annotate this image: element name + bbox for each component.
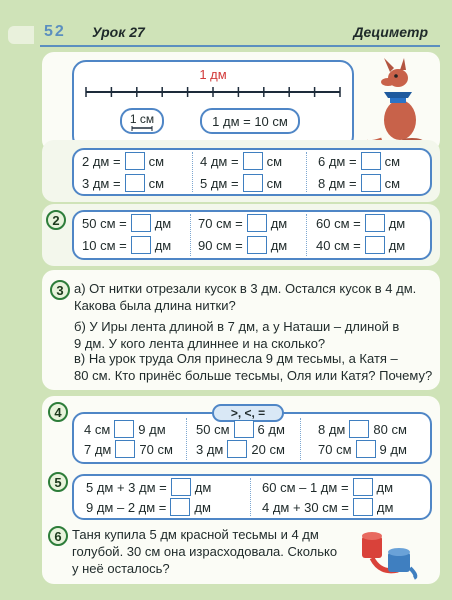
exercise-text: 4 дм = — [200, 153, 239, 169]
task2-sep — [306, 214, 307, 256]
task1-sep — [192, 152, 193, 192]
answer-box[interactable] — [243, 174, 263, 192]
exercise-text: см — [148, 175, 165, 191]
exercise-text: 70 см = — [198, 215, 243, 231]
answer-box[interactable] — [349, 420, 369, 438]
equation-pill — [200, 108, 300, 134]
task2-sep — [190, 214, 191, 256]
exercise-text: 6 дм — [257, 421, 285, 437]
exercise-cell — [82, 214, 171, 232]
exercise-cell — [316, 236, 405, 254]
answer-box[interactable] — [365, 214, 385, 232]
answer-box[interactable] — [125, 174, 145, 192]
exercise-text: дм — [154, 237, 172, 253]
exercise-text: 10 см = — [82, 237, 127, 253]
exercise-text: дм — [388, 237, 406, 253]
answer-box[interactable] — [247, 236, 267, 254]
exercise-text: дм — [388, 215, 406, 231]
exercise-cell — [262, 498, 393, 516]
exercise-text: 90 см = — [198, 237, 243, 253]
exercise-cell — [86, 478, 211, 496]
task5-number: 5 — [48, 472, 68, 492]
answer-box[interactable] — [247, 214, 267, 232]
exercise-text: 50 см = — [82, 215, 127, 231]
exercise-text: 7 дм — [84, 441, 112, 457]
task6-line: у неё осталось? — [72, 561, 170, 576]
task3-b — [74, 318, 399, 352]
answer-box[interactable] — [171, 478, 191, 496]
exercise-cell — [318, 174, 400, 192]
compare-signs-badge: >, <, = — [212, 404, 284, 422]
cm-bar — [131, 126, 153, 131]
answer-box[interactable] — [131, 236, 151, 254]
exercise-text: 8 дм = — [318, 175, 357, 191]
exercise-cell — [318, 420, 407, 438]
task4-number: 4 — [48, 402, 68, 422]
exercise-text: 3 дм = — [82, 175, 121, 191]
task3-a-line: а) От нитки отрезали кусок в 3 дм. Остался кусок в 4 дм. — [74, 281, 417, 296]
exercise-text: см — [266, 153, 283, 169]
exercise-text: дм — [376, 499, 394, 515]
answer-box[interactable] — [170, 498, 190, 516]
exercise-text: 9 дм — [138, 421, 166, 437]
exercise-text: дм — [194, 479, 212, 495]
exercise-text: 8 дм — [318, 421, 346, 437]
task4-sep — [300, 418, 301, 460]
exercise-cell — [200, 152, 282, 170]
exercise-cell — [84, 420, 166, 438]
exercise-text: 9 дм — [379, 441, 407, 457]
exercise-cell — [82, 174, 164, 192]
exercise-text: 9 дм – 2 дм = — [86, 499, 167, 515]
task6-line: Таня купила 5 дм красной тесьмы и 4 дм — [72, 527, 319, 542]
exercise-text: 60 см – 1 дм = — [262, 479, 349, 495]
task3-c-line: в) На урок труда Оля принесла 9 дм тесьмы, а Катя – — [74, 351, 398, 366]
exercise-text: 3 дм — [196, 441, 224, 457]
exercise-cell — [82, 236, 171, 254]
exercise-text: 50 см — [196, 421, 230, 437]
task6-number: 6 — [48, 526, 68, 546]
answer-box[interactable] — [361, 174, 381, 192]
exercise-text: дм — [154, 215, 172, 231]
exercise-text: см — [266, 175, 283, 191]
exercise-text: дм — [270, 237, 288, 253]
exercise-text: см — [148, 153, 165, 169]
task4-sep — [186, 418, 187, 460]
exercise-text: 70 см — [318, 441, 352, 457]
exercise-cell — [316, 214, 405, 232]
task5-sep — [250, 478, 251, 516]
exercise-text: 2 дм = — [82, 153, 121, 169]
exercise-text: 70 см — [139, 441, 173, 457]
ruler-label: 1 дм — [199, 67, 227, 82]
exercise-text: 20 см — [251, 441, 285, 457]
exercise-cell — [196, 440, 285, 458]
exercise-text: 5 дм = — [200, 175, 239, 191]
equation-text: 1 дм = 10 см — [212, 113, 288, 129]
header-rule — [40, 45, 440, 47]
page-tab — [8, 26, 34, 44]
exercise-text: дм — [376, 479, 394, 495]
page-header — [0, 20, 452, 46]
task3-number: 3 — [50, 280, 70, 300]
task1-sep — [306, 152, 307, 192]
lesson-title: Урок 27 — [92, 24, 145, 40]
answer-box[interactable] — [115, 440, 135, 458]
exercise-text: 80 см — [373, 421, 407, 437]
exercise-text: дм — [270, 215, 288, 231]
exercise-text: 5 дм + 3 дм = — [86, 479, 167, 495]
exercise-cell — [196, 420, 285, 438]
answer-box[interactable] — [243, 152, 263, 170]
task3-c-line: 80 см. Кто принёс больше тесьмы, Оля или Катя? Почему? — [74, 368, 433, 383]
task3-a — [74, 280, 416, 314]
exercise-cell — [82, 152, 164, 170]
task3-b-line: б) У Иры лента длиной в 7 дм, а у Наташи – длиной в — [74, 319, 400, 334]
exercise-cell — [198, 214, 287, 232]
exercise-cell — [318, 440, 407, 458]
exercise-text: 40 см = — [316, 237, 361, 253]
exercise-cell — [198, 236, 287, 254]
exercise-cell — [200, 174, 282, 192]
page-number: 52 — [44, 23, 66, 40]
answer-box[interactable] — [131, 214, 151, 232]
exercise-cell — [86, 498, 211, 516]
exercise-text: см — [384, 175, 401, 191]
ruler — [82, 80, 344, 102]
answer-box[interactable] — [356, 440, 376, 458]
exercise-text: см — [384, 153, 401, 169]
exercise-text: 4 дм + 30 см = — [262, 499, 349, 515]
task3-c — [74, 350, 432, 384]
answer-box[interactable] — [114, 420, 134, 438]
task3-a-line: Какова была длина нитки? — [74, 298, 236, 313]
answer-box[interactable] — [353, 498, 373, 516]
topic-title: Дециметр — [353, 24, 428, 40]
answer-box[interactable] — [125, 152, 145, 170]
exercise-text: дм — [194, 499, 211, 515]
task6-line: голубой. 30 см она израсходовала. Сколько — [72, 544, 338, 559]
task2-number: 2 — [46, 210, 66, 230]
ruler-panel — [72, 60, 354, 150]
one-cm-label: 1 см — [129, 111, 155, 126]
ribbon-spools-illustration — [358, 530, 420, 580]
kangaroo-illustration — [360, 58, 430, 148]
answer-box[interactable] — [353, 478, 373, 496]
answer-box[interactable] — [361, 152, 381, 170]
exercise-text: 4 см — [84, 421, 111, 437]
answer-box[interactable] — [227, 440, 247, 458]
one-cm-pill — [120, 108, 164, 134]
exercise-text: 60 см = — [316, 215, 361, 231]
task6-text — [72, 526, 337, 577]
task3-b-line: 9 дм. У кого лента длиннее и на сколько? — [74, 336, 326, 351]
exercise-text: 6 дм = — [318, 153, 357, 169]
answer-box[interactable] — [234, 420, 254, 438]
exercise-cell — [318, 152, 400, 170]
exercise-cell — [84, 440, 173, 458]
exercise-cell — [262, 478, 393, 496]
answer-box[interactable] — [365, 236, 385, 254]
